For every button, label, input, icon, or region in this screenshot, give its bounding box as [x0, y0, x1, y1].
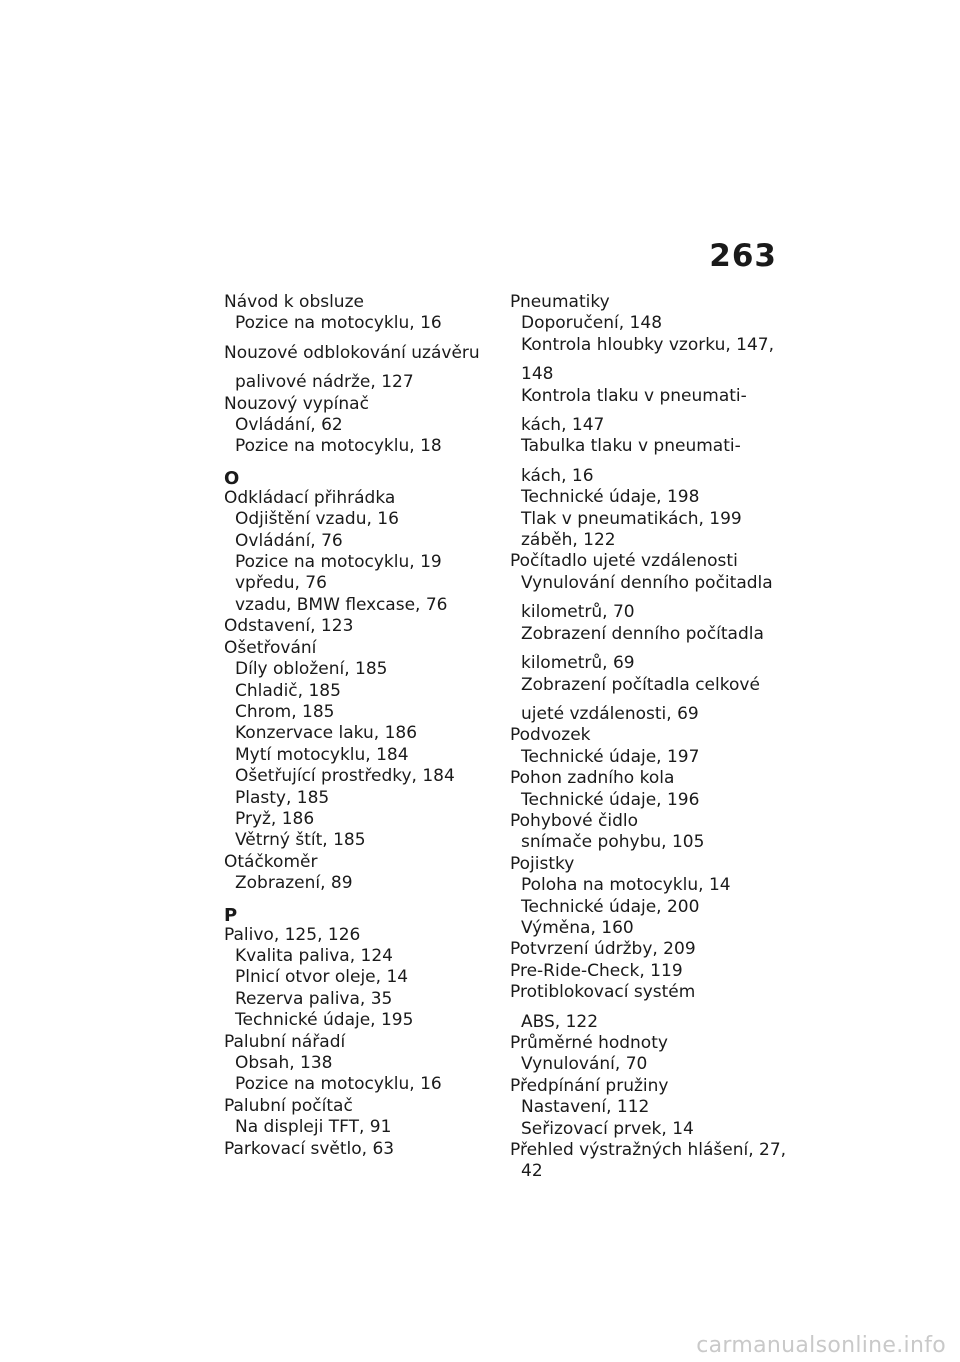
index-subentry: 148 [521, 364, 554, 385]
index-subentry: kách, 147 [521, 415, 605, 436]
index-subentry: Technické údaje, 195 [235, 1010, 414, 1031]
index-subentry: Technické údaje, 200 [521, 896, 700, 917]
index-subentry: Pozice na motocyklu, 16 [235, 1074, 442, 1095]
index-subentry: Kvalita paliva, 124 [235, 945, 393, 966]
index-subentry: Doporučení, 148 [521, 313, 663, 334]
index-subentry: Pryž, 186 [235, 808, 315, 829]
index-subentry: Pozice na motocyklu, 19 [235, 552, 442, 573]
index-subentry: Mytí motocyklu, 184 [235, 744, 409, 765]
index-subentry: Technické údaje, 196 [521, 789, 700, 810]
index-entry: Potvrzení údržby, 209 [510, 939, 696, 960]
index-column-right [510, 292, 785, 1183]
index-subentry: Díly obložení, 185 [235, 659, 388, 680]
index-section-letter: P [224, 904, 238, 926]
index-subentry: Poloha na motocyklu, 14 [521, 875, 731, 896]
index-subentry: záběh, 122 [521, 530, 616, 551]
index-entry: Pojistky [510, 853, 575, 874]
index-entry: Pre-Ride-Check, 119 [510, 960, 683, 981]
index-subentry: Odjištění vzadu, 16 [235, 509, 399, 530]
index-subentry: snímače pohybu, 105 [521, 832, 705, 853]
index-entry: Přehled výstražných hlášení, 27, [510, 1140, 787, 1161]
index-subentry: Tlak v pneumatikách, 199 [521, 508, 742, 529]
index-entry: Počítadlo ujeté vzdálenosti [510, 551, 738, 572]
index-subentry: Seřizovací prvek, 14 [521, 1118, 694, 1139]
index-entry: Nouzové odblokování uzávěru [224, 342, 480, 363]
index-subentry: Chladič, 185 [235, 680, 341, 701]
index-subentry: vzadu, BMW flexcase, 76 [235, 594, 448, 615]
index-subentry: Vynulování denního počitadla [521, 572, 773, 593]
index-subentry: vpředu, 76 [235, 573, 327, 594]
index-subentry: kách, 16 [521, 465, 594, 486]
index-subentry: Větrný štít, 185 [235, 830, 366, 851]
index-subentry: Tabulka tlaku v pneumati- [521, 436, 741, 457]
index-entry: Palubní nářadí [224, 1031, 346, 1052]
index-subentry: Na displeji TFT, 91 [235, 1117, 392, 1138]
index-subentry: Technické údaje, 198 [521, 487, 700, 508]
index-subentry: palivové nádrže, 127 [235, 372, 414, 393]
index-subentry: 42 [521, 1161, 543, 1182]
index-subentry: Zobrazení, 89 [235, 873, 353, 894]
index-subentry: kilometrů, 70 [521, 602, 635, 623]
index-subentry: Obsah, 138 [235, 1053, 333, 1073]
page-number: 263 [709, 238, 777, 274]
index-entry: Pohon zadního kola [510, 768, 675, 789]
index-subentry: kilometrů, 69 [521, 653, 635, 674]
index-subentry: Plasty, 185 [235, 787, 330, 808]
index-entry: Palubní počítač [224, 1095, 353, 1116]
index-entry: Podvozek [510, 725, 591, 746]
index-subentry: Technické údaje, 197 [521, 746, 700, 767]
index-subentry: Chrom, 185 [235, 701, 335, 722]
index-subentry: Zobrazení počítadla celkové [521, 674, 760, 695]
index-entry: Otáčkoměr [224, 851, 318, 872]
index-section-letter: O [224, 467, 240, 489]
index-subentry: Rezerva paliva, 35 [235, 988, 393, 1009]
index-subentry: Ošetřující prostředky, 184 [235, 766, 455, 787]
index-entry: Pneumatiky [510, 292, 610, 312]
index-subentry: Ovládání, 76 [235, 530, 343, 551]
index-subentry: Kontrola hloubky vzorku, 147, [521, 334, 774, 355]
index-subentry: ujeté vzdálenosti, 69 [521, 703, 699, 724]
index-subentry: Výměna, 160 [521, 917, 634, 938]
index-subentry: Kontrola tlaku v pneumati- [521, 385, 747, 406]
index-subentry: Zobrazení denního počítadla [521, 623, 764, 644]
footer-watermark[interactable]: carmanualsonline.info [696, 1333, 946, 1358]
index-entry: Parkovací světlo, 63 [224, 1138, 395, 1159]
index-entry: Odstavení, 123 [224, 616, 354, 637]
index-entry: Nouzový vypínač [224, 393, 369, 414]
index-entry: Protiblokovací systém [510, 982, 696, 1003]
index-entry: Pohybové čidlo [510, 810, 638, 831]
index-entry: Návod k obsluze [224, 292, 364, 312]
index-subentry: Konzervace laku, 186 [235, 723, 418, 744]
index-subentry: Vynulování, 70 [521, 1054, 648, 1075]
index-column-left [224, 292, 494, 1160]
index-entry: Předpínání pružiny [510, 1075, 669, 1096]
index-subentry: ABS, 122 [521, 1011, 599, 1032]
index-subentry: Nastavení, 112 [521, 1097, 650, 1118]
index-entry: Ošetřování [224, 637, 317, 658]
index-entry: Palivo, 125, 126 [224, 924, 361, 945]
index-subentry: Pozice na motocyklu, 16 [235, 313, 442, 334]
index-entry: Průměrné hodnoty [510, 1033, 668, 1053]
index-subentry: Ovládání, 62 [235, 415, 343, 436]
index-subentry: Plnicí otvor oleje, 14 [235, 967, 409, 988]
index-entry: Odkládací přihrádka [224, 487, 396, 508]
index-subentry: Pozice na motocyklu, 18 [235, 436, 442, 457]
